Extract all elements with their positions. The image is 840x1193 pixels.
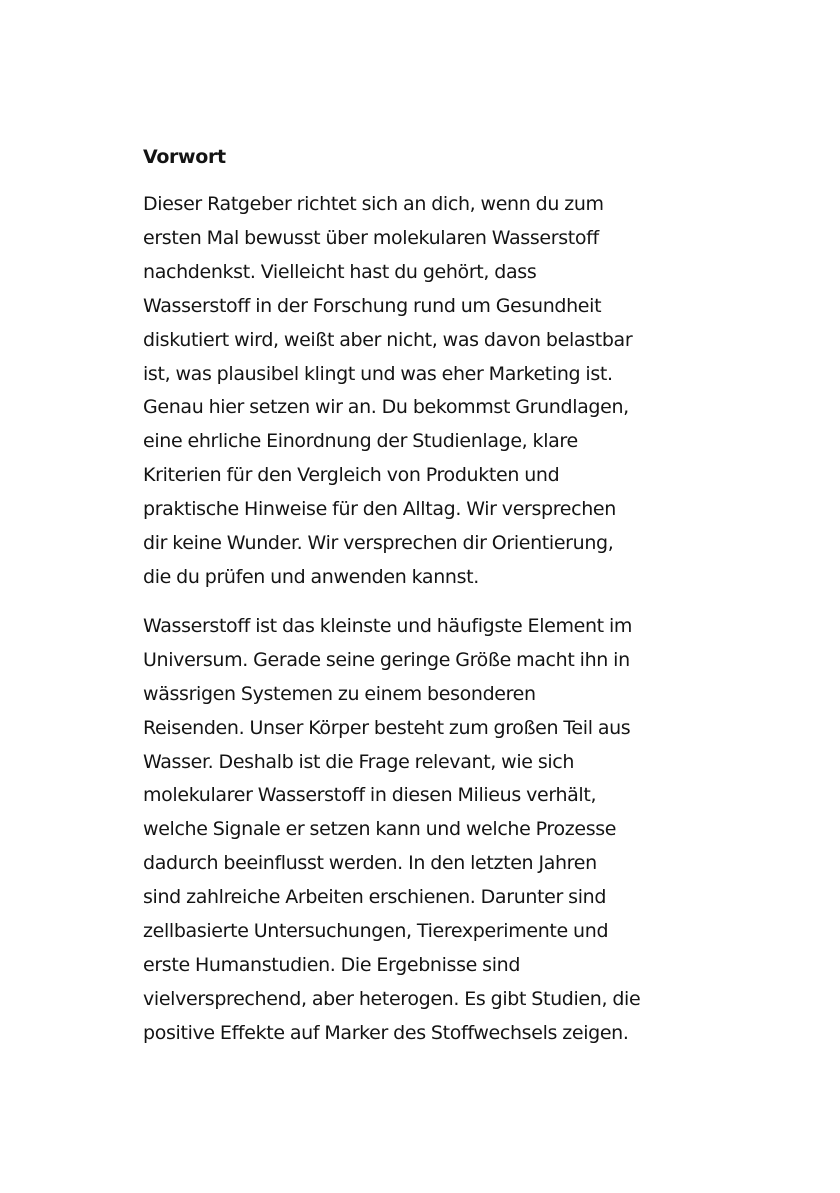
text-line: dadurch beeinflusst werden. In den letzten Jahren [143, 852, 597, 875]
text-line: nachdenkst. Vielleicht hast du gehört, dass [143, 260, 537, 283]
text-line: Dieser Ratgeber richtet sich an dich, wenn du zum [143, 193, 604, 215]
text-line: Genau hier setzen wir an. Du bekommst Grundlagen, [143, 396, 629, 419]
paragraph-2 [143, 610, 705, 1051]
text-line: ersten Mal bewusst über molekularen Wasserstoff [143, 226, 599, 249]
text-line: Wasser. Deshalb ist die Frage relevant, wie sich [143, 750, 575, 773]
text-line: Wasserstoff ist das kleinste und häufigste Element im [143, 614, 633, 637]
text-line: praktische Hinweise für den Alltag. Wir versprechen [143, 498, 616, 521]
text-line: molekularer Wasserstoff in diesen Milieus verhält, [143, 784, 597, 807]
text-line: dir keine Wunder. Wir versprechen dir Orientierung, [143, 532, 614, 555]
paragraph-1 [143, 188, 705, 595]
text-line: Kriterien für den Vergleich von Produkten und [143, 464, 560, 487]
text-line: positive Effekte auf Marker des Stoffwechsels zeigen. [143, 1021, 629, 1044]
text-line: zellbasierte Untersuchungen, Tierexperimente und [143, 920, 609, 943]
text-line: Universum. Gerade seine geringe Größe macht ihn in [143, 648, 630, 671]
text-line: eine ehrliche Einordnung der Studienlage, klare [143, 430, 578, 453]
text-line: diskutiert wird, weißt aber nicht, was davon belastbar [143, 328, 633, 351]
text-line: Reisenden. Unser Körper besteht zum großen Teil aus [143, 716, 631, 739]
text-line: sind zahlreiche Arbeiten erschienen. Darunter sind [143, 886, 607, 909]
text-line: vielversprechend, aber heterogen. Es gibt Studien, die [143, 987, 641, 1010]
text-line: ist, was plausibel klingt und was eher Marketing ist. [143, 362, 613, 385]
text-line: Wasserstoff in der Forschung rund um Gesundheit [143, 294, 602, 317]
text-line: erste Humanstudien. Die Ergebnisse sind [143, 953, 521, 976]
section-heading: Vorwort [143, 146, 226, 168]
text-line: die du prüfen und anwenden kannst. [143, 565, 479, 588]
text-line: welche Signale er setzen kann und welche Prozesse [143, 818, 617, 841]
document-body [143, 140, 705, 1066]
text-line: wässrigen Systemen zu einem besonderen [143, 682, 536, 705]
